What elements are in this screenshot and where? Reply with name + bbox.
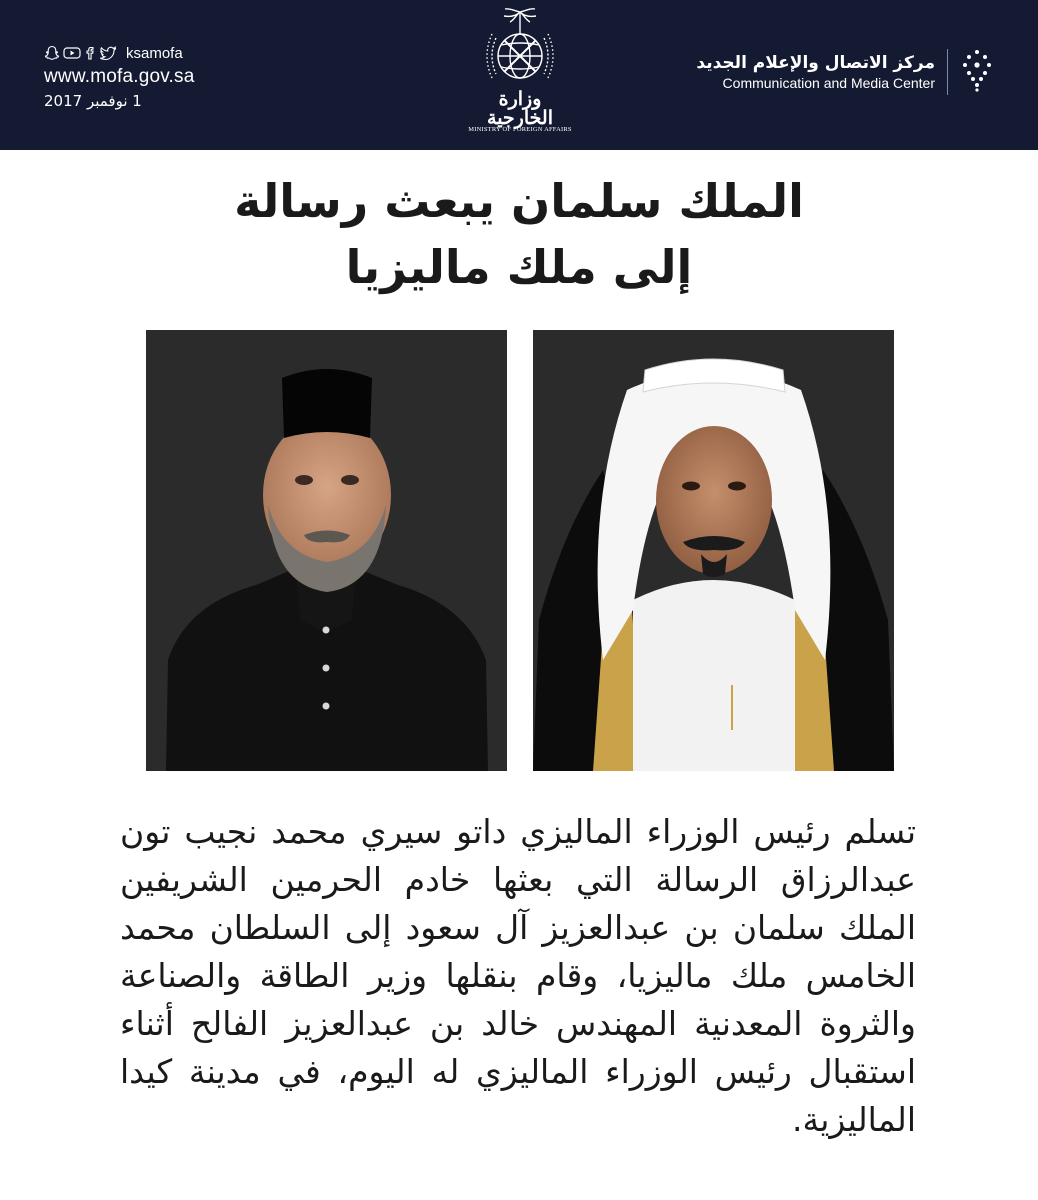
headline [0, 168, 1038, 300]
portrait-malaysian-king [146, 330, 507, 771]
media-center-text [696, 53, 935, 91]
headline-line-2: إلى ملك ماليزيا [345, 240, 693, 294]
news-body-paragraph: تسلم رئيس الوزراء الماليزي داتو سيري محمد نجيب تون عبدالرزاق الرسالة التي بعثها خادم الحرمين الشريفين الملك سلمان بن عبدالعزيز آل سعود إلى السلطان محمد الخامس ملك ماليزيا، وقام بنقلها وزير الطاقة والصناعة والثروة المعدنية المهندس خالد بن عبدالعزيز الفالح أثناء استقبال رئيس الوزراء الماليزي له اليوم، في مدينة كيدا الماليزية. [120, 812, 916, 1139]
ministry-wordmark: وزارة الخارجية [487, 88, 553, 129]
portrait-figure-icon [533, 330, 894, 771]
palm-globe-emblem-icon [470, 8, 570, 90]
media-center-block [696, 48, 994, 96]
publish-date: 1 نوفمبر 2017 [44, 92, 142, 110]
headline-line-1: الملك سلمان يبعث رسالة [234, 174, 804, 228]
portrait-figure-icon [146, 330, 507, 771]
contact-block [44, 42, 304, 110]
website-url[interactable]: www.mofa.gov.sa [44, 66, 195, 87]
youtube-icon[interactable] [63, 45, 81, 61]
social-handle: ksamofa [126, 44, 183, 62]
header-banner [0, 0, 1038, 150]
media-center-arabic: مركز الاتصال والإعلام الجديد [696, 53, 935, 73]
social-row [44, 42, 304, 64]
media-center-logo-icon [960, 48, 994, 96]
header-divider [947, 49, 948, 95]
portrait-king-salman [533, 330, 894, 771]
ministry-emblem [470, 8, 570, 142]
ministry-english-name: MINISTRY OF FOREIGN AFFAIRS [468, 126, 572, 133]
facebook-icon[interactable] [84, 45, 96, 61]
media-center-english: Communication and Media Center [722, 75, 935, 91]
snapchat-icon[interactable] [44, 45, 60, 61]
twitter-icon[interactable] [99, 45, 117, 61]
